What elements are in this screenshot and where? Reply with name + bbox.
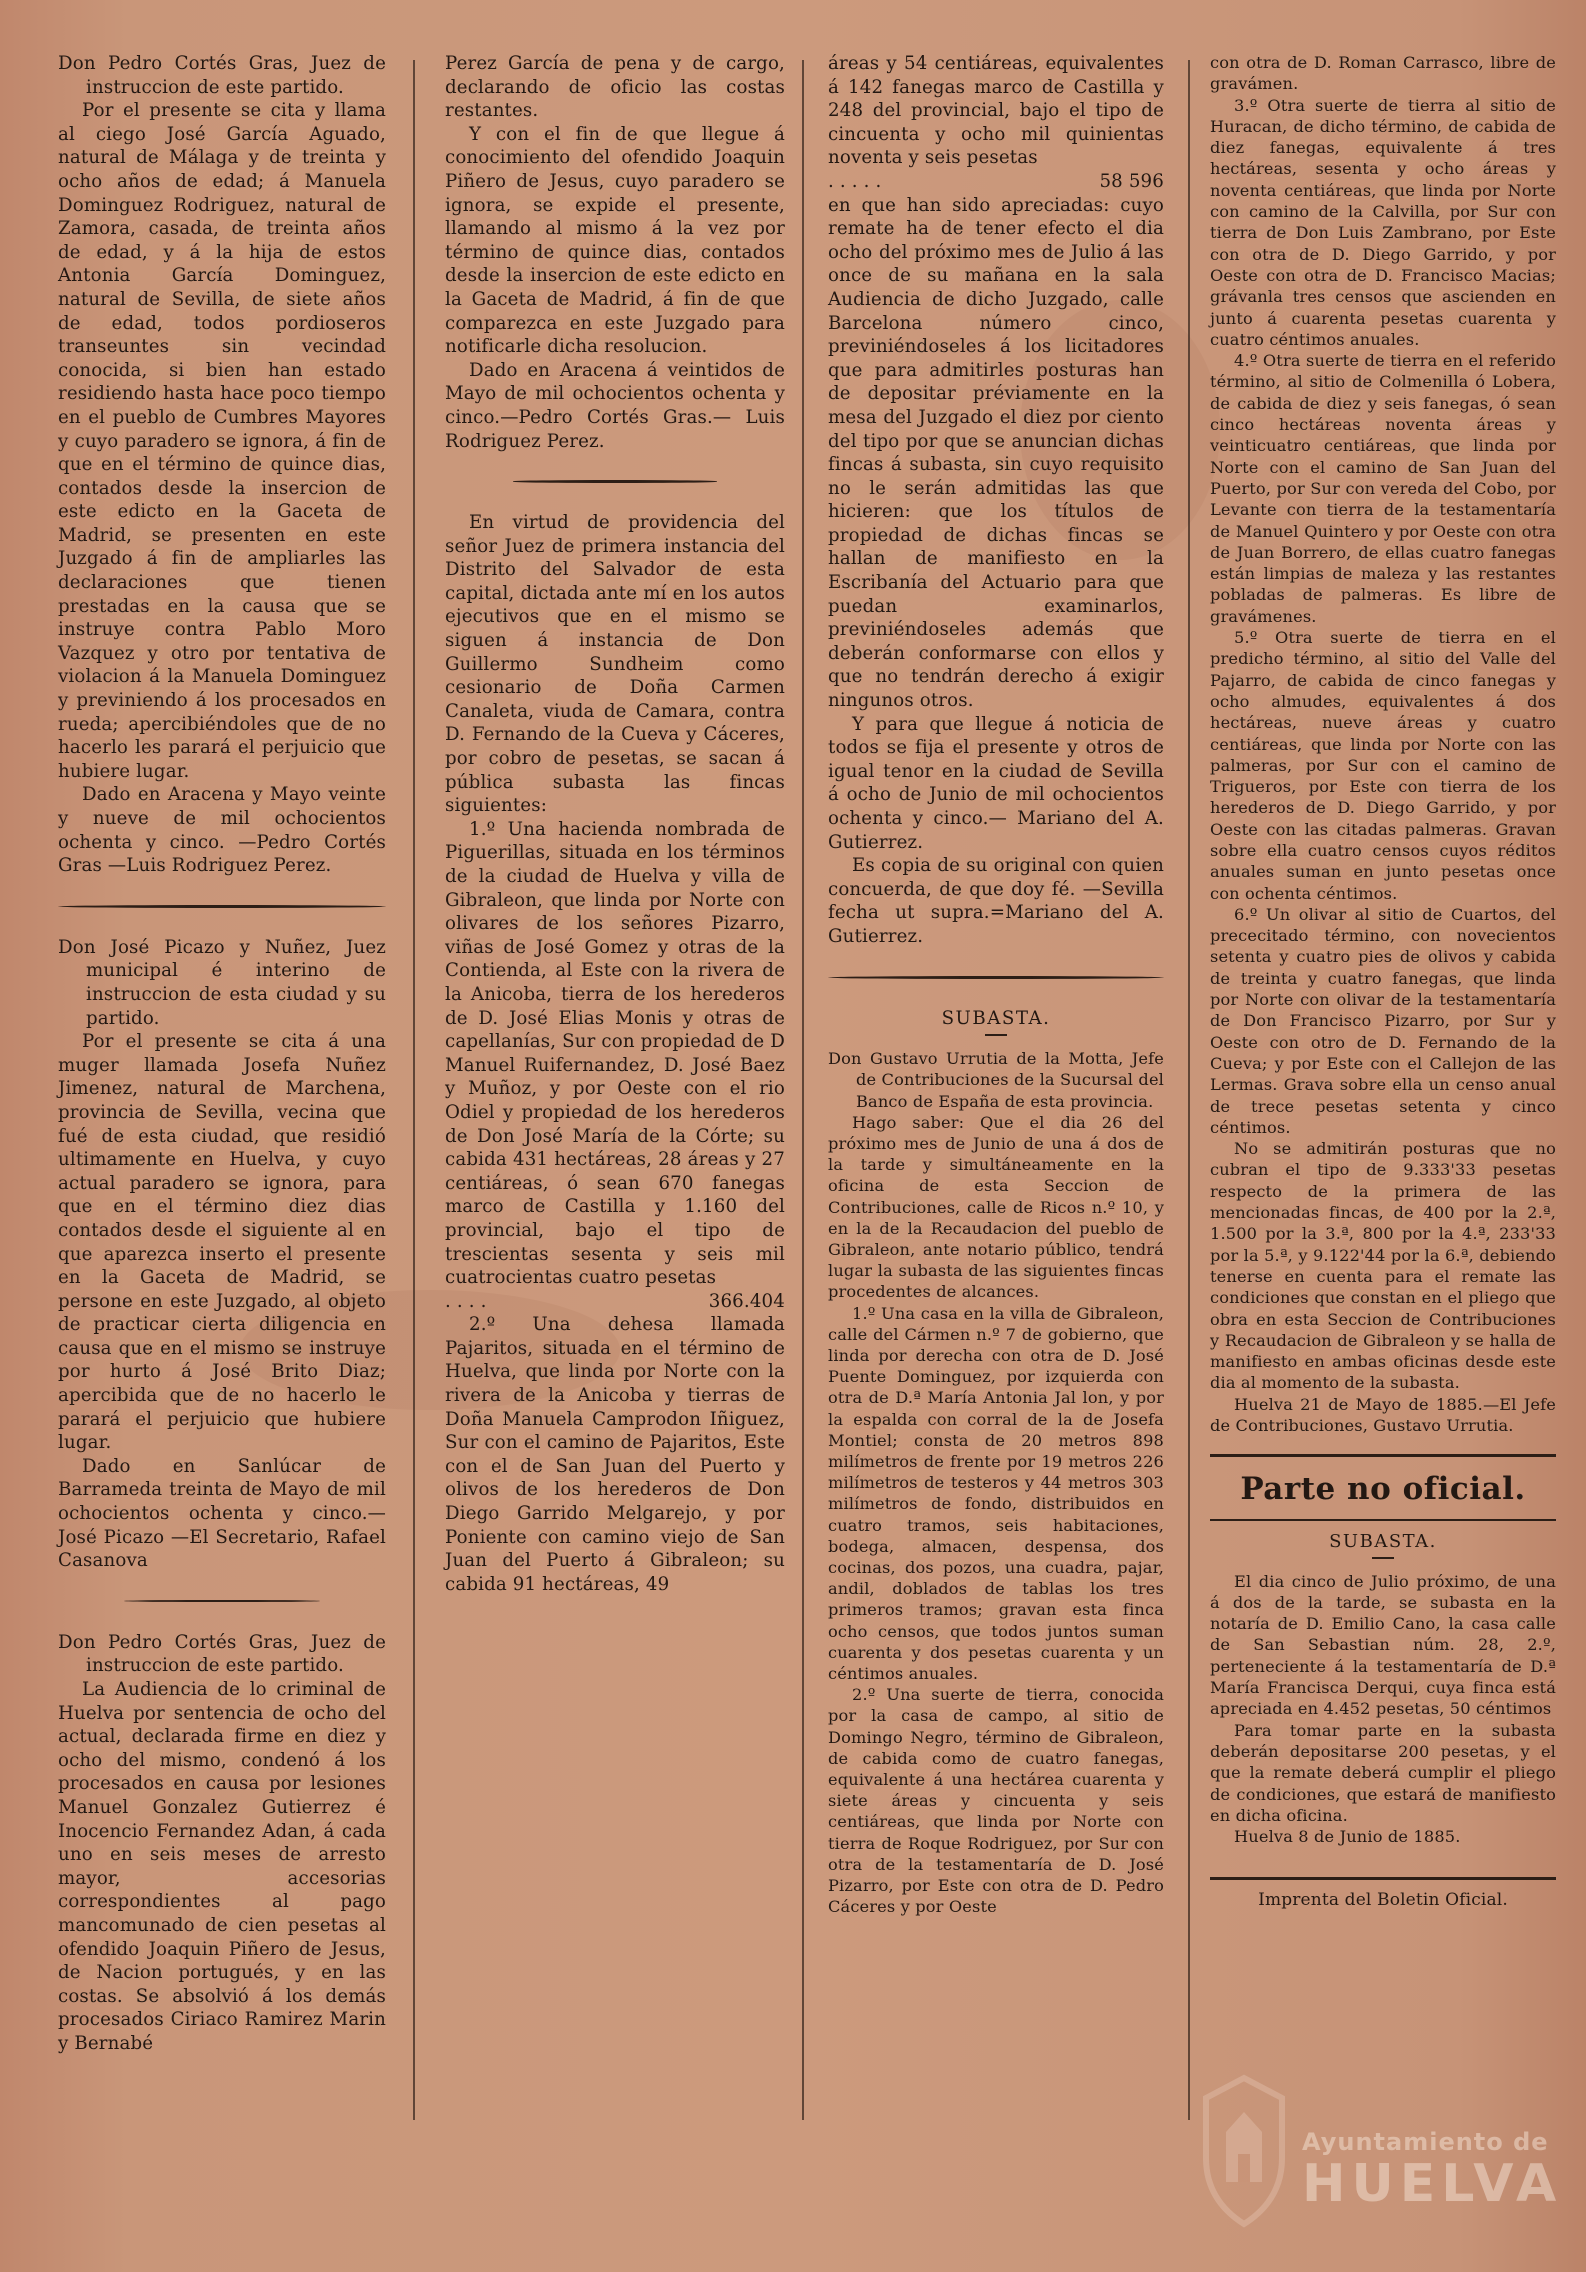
property-price: 366.404 — [708, 1290, 785, 1312]
property-price-row — [445, 1290, 785, 1314]
property-price: 58 596 — [1099, 170, 1164, 192]
edict-signature: Y para que llegue á noticia de todos se fija el presente y otros de igual tenor en la ciudad de Sevilla á ocho de Junio de mil ochocientos ochenta y cinco.— Mariano del A. Gutierrez. — [828, 713, 1164, 853]
auction-conditions: No se admitirán posturas que no cubran el tipo de 9.333'33 pesetas respecto de la primera de las mencionadas fincas, de 400 por la 2.ª, 1.500 por la 3.ª, 800 por la 4.ª, 233'33 por la 5.ª, y 9.122'44 por la 6.ª, debiendo tenerse en cuenta para el remate las condiciones que constan en el pliego que obra en esta Seccion de Contribuciones y Recaudacion de Gibraleon y se halla de manifiesto en ambas oficinas desde este dia al momento de la subasta. — [1210, 1139, 1556, 1393]
archive-watermark — [1302, 2128, 1563, 2214]
section-divider — [828, 971, 1164, 983]
edict-header: Don Pedro Cortés Gras, Juez de instruccion de este partido. — [58, 1631, 386, 1677]
section-divider — [58, 900, 386, 912]
section-divider — [1210, 1454, 1556, 1457]
property-description: 5.º Otra suerte de tierra en el predicho término, al sitio del Valle del Pajarro, de cabida de cinco fanegas y ocho almudes, equivalentes á dos hectáreas, nueve áreas y cuatro centiáreas, que linda por Norte con las palmeras, por Sur con el camino de Trigueros, por Este con tierra de los herederos de D. Diego Garrido, y por Oeste con las citadas palmeras. Gravan sobre ella cuatro censos cuyos réditos anuales suman en junto pesetas once con ochenta céntimos. — [1210, 628, 1556, 903]
parte-no-oficial-title: Parte no oficial. — [1240, 1470, 1526, 1507]
edict-signature: Dado en Sanlúcar de Barrameda treinta de Mayo de mil ochocientos ochenta y cinco.— José Picazo —El Secretario, Rafael Casanova — [58, 1455, 386, 1572]
auction-notice-body: El dia cinco de Julio próximo, de una á dos de la tarde, se subasta en la notaría de D. Emilio Cano, la casa calle de San Sebastian núm. 28, 2.º, perteneciente á la testamentaría de D.ª María Francisca Derqui, cuya finca está apreciada en 4.452 pesetas, 50 céntimos — [1210, 1571, 1556, 1719]
property-price-row — [828, 170, 1164, 194]
subasta-title: SUBASTA. — [1329, 1531, 1437, 1553]
property-description: 3.º Otra suerte de tierra al sitio de Huracan, de dicho término, de cabida de diez fanegas, equivalente á tres hectáreas, sesenta y ocho áreas y noventa centiáreas, que linda por Norte con camino de la Calvilla, por Sur con tierra de Don Luis Zambrano, por Este con otra de D. Diego Garrido, y por Oeste con otra de D. Francisco Macias; grávanla tres censos que ascienden en junto á cuarenta pesetas cuarenta y cuatro céntimos anuales. — [1210, 95, 1556, 349]
section-divider — [513, 475, 717, 487]
watermark-line: Ayuntamiento de — [1302, 2128, 1549, 2156]
watermark-line: HUELVA — [1302, 2154, 1563, 2214]
column-rule — [1188, 60, 1190, 2120]
edict-body: Por el presente se cita á una muger llamada Josefa Nuñez Jimenez, natural de Marchena, provincia de Sevilla, vecina que fué de esta ciudad, que residió ultimamente en Huelva, y cuyo actual paradero se ignora, para que en el término diez dias contados desde el siguiente al en que aparezca inserto el presente en la Gaceta de Madrid, se persone en este Juzgado, al objeto de practicar cierta diligencia en causa que en el mismo se instruye por hurto á José Brito Diaz; apercibida que de no hacerlo le parará el perjuicio que hubiere lugar. — [58, 1031, 386, 1454]
column-rule — [413, 60, 415, 2120]
edict-body: La Audiencia de lo criminal de Huelva por sentencia de ocho del actual, declarada firme en diez y ocho del mismo, condenó á los procesados en causa por lesiones Manuel Gonzalez Gutierrez é Inocencio Fernandez Adan, á cada uno en seis meses de arresto mayor, accesorias correspondientes al pago mancomunado de cien pesetas al ofendido Joaquin Piñero de Jesus, de Nacion portugués, y en las costas. Se absolvió á los demás procesados Ciriaco Ramirez Marin y Bernabé — [58, 1679, 386, 2054]
subasta-title: SUBASTA. — [941, 1007, 1051, 1029]
edict-signature: Dado en Aracena á veintidos de Mayo de mil ochocientos ochenta y cinco.—Pedro Cortés Gras.— Luis Rodriguez Perez. — [445, 359, 785, 452]
auction-notice-body: En virtud de providencia del señor Juez de primera instancia del Distrito del Salvador de esta capital, dictada ante mí en los autos ejecutivos que en el mismo se siguen á instancia de Don Guillermo Sundheim como cesionario de Doña Carmen Canaleta, viuda de Camara, contra D. Fernando de la Cueva y Cáceres, por cobro de pesetas, se sacan á pública subasta las fincas siguientes: — [445, 512, 785, 817]
property-description: 2.º Una suerte de tierra, conocida por la casa de campo, al sitio de Domingo Negro, término de Gibraleon, de cabida como de cuatro fanegas, equivalente á una hectárea cuarenta y siete áreas y cincuenta y seis centiáreas, que linda por Norte con tierra de Roque Rodriguez, por Sur con otra de la testamentaría de D. José Pizarro, por Este con otra de D. Pedro Cáceres y por Oeste — [828, 1685, 1164, 1917]
property-description: 1.º Una hacienda nombrada de Piguerillas, situada en los términos de la ciudad de Huelva y villa de Gibraleon, que linda por Norte con olivares de los señores Pizarro, viñas de José Gomez y otras de la Contienda, al Este con la rivera de la Anicoba, tierra de los herederos de D. José Elias Monis y otras de capellanías, Sur con propiedad de D Manuel Ruifernandez, D. José Baez y Muñoz, y por Oeste con el rio Odiel y propiedad de los herederos de Don José María de la Córte; su cabida 431 hectáreas, 28 áreas y 27 centiáreas, ó sean 670 fanegas marco de Castilla y 1.160 del provincial, bajo el tipo de trescientas sesenta y seis mil cuatrocientas cuatro pesetas — [445, 818, 785, 1289]
subasta-notice — [828, 1048, 1164, 1917]
property-description: áreas y 54 centiáreas, equivalentes á 142 fanegas marco de Castilla y 248 del provincial, bajo el tipo de cincuenta y ocho mil quinientas noventa y seis pesetas — [828, 53, 1164, 169]
title-dash — [1372, 1557, 1394, 1559]
column-rule — [802, 60, 804, 2120]
city-seal-icon — [1196, 2072, 1292, 2232]
edict-body: Y con el fin de que llegue á conocimiento del ofendido Joaquin Piñero de Jesus, cuyo paradero se ignora, se expide el presente, llamando al mismo á la vez por término de quince dias, contados desde la insercion de este edicto en la Gaceta de Madrid, á fin de que comparezca en este Juzgado para notificarle dicha resolucion. — [445, 123, 785, 358]
column-1 — [58, 52, 386, 2056]
column-4 — [1210, 52, 1556, 1911]
section-divider — [1210, 1519, 1556, 1522]
auction-conditions: en que han sido apreciadas: cuyo remate ha de tener efecto el dia ocho del próximo mes de Julio á las once de su mañana en la sala Audiencia de dicho Juzgado, calle Barcelona número cinco, previniéndoseles á los licitadores que para admitirles posturas han de depositar préviamente en la mesa del Juzgado el diez por ciento del tipo por que se anuncian dichas fincas á subasta, sin cuyo requisito no le serán admitidas las que hicieren: que los títulos de propiedad de dichas fincas se hallan de manifiesto en la Escribanía del Actuario para que puedan examinarlos, previniéndoseles además que deberán conformarse con ellos y que no tendrán derecho á exigir ningunos otros. — [828, 194, 1164, 712]
edict-header: Don Pedro Cortés Gras, Juez de instruccion de este partido. — [58, 53, 386, 98]
auction-conditions: Para tomar parte en la subasta deberán depositarse 200 pesetas, y el que la remate deberá cumplir el pliego de condiciones, que estará de manifiesto en dicha oficina. — [1210, 1720, 1556, 1825]
leader-dots: . . . . . — [828, 170, 882, 192]
edict-continuation: Perez García de pena y de cargo, declarando de oficio las costas restantes. — [445, 53, 785, 122]
edict-header: Don José Picazo y Nuñez, Juez municipal é interino de instruccion de esta ciudad y su partido. — [58, 936, 386, 1029]
printer-imprint: Imprenta del Boletin Oficial. — [1258, 1889, 1508, 1910]
property-description: 1.º Una casa en la villa de Gibraleon, calle del Cármen n.º 7 de gobierno, que linda por derecha con otra de D. José Puente Dominguez, por izquierda con otra de D.ª María Antonia Jal lon, y por la espalda con corral de la de Josefa Montiel; consta de 20 metros 898 milímetros de frente por 19 metros 226 milímetros de testeros y 44 metros 303 milímetros de fondo, distribuidos en cuatro tramos, seis habitaciones, bodega, almacen, despensa, dos cocinas, dos pozos, una cuadra, pajar, andil, doblados de tablas los tres primeros tramos; gravan esta finca ocho censos, que todos juntos suman cuarenta y dos pesetas cuarenta y un céntimos anuales. — [828, 1303, 1164, 1684]
property-description: con otra de D. Roman Carrasco, libre de gravámen. — [1210, 53, 1556, 94]
column-2 — [445, 52, 785, 1596]
notice-signature: Huelva 21 de Mayo de 1885.—El Jefe de Contribuciones, Gustavo Urrutia. — [1210, 1394, 1556, 1435]
copy-certification: Es copia de su original con quien concuerda, de que doy fé. —Sevilla fecha ut supra.=Mariano del A. Gutierrez. — [828, 855, 1164, 947]
property-description: 2.º Una dehesa llamada Pajaritos, situada en el término de Huelva, que linda por Norte con la rivera de la Anicoba y tierras de Doña Manuela Camprodon Iñiguez, Sur con el camino de Pajaritos, Este con el de San Juan del Puerto y olivos de los herederos de Don Diego Garrido Melgarejo, y por Poniente con camino viejo de San Juan del Puerto á Gibraleon; su cabida 91 hectáreas, 49 — [445, 1314, 785, 1595]
notice-intro: Hago saber: Que el dia 26 del próximo mes de Junio de una á dos de la tarde y simultáneamente en la oficina de esta Seccion de Contribuciones, calle de Ricos n.º 10, y en la de la Recaudacion del pueblo de Gibraleon, ante notario público, tendrá lugar la subasta de las siguientes fincas procedentes de alcances. — [828, 1112, 1164, 1302]
edict-body: Por el presente se cita y llama al ciego José García Aguado, natural de Málaga y de treinta y ocho años de edad; á Manuela Dominguez Rodriguez, natural de Zamora, casada, de treinta años de edad, y á la hija de estos Antonia García Dominguez, natural de Sevilla, de siete años de edad, todos pordioseros transeuntes sin vecindad conocida, si bien han estado residiendo hasta hace poco tiempo en el pueblo de Cumbres Mayores y cuyo paradero se ignora, á fin de que en el término de quince dias, contados desde la insercion de este edicto en la Gaceta de Madrid, se presenten en este Juzgado á fin de ampliarles las declaraciones que tienen prestadas en la causa que se instruye contra Pablo Moro Vazquez y otro por tentativa de violacion á la Manuela Dominguez y previniendo á los procesados en rueda; apercibiéndoles que de no hacerlo les parará el perjuicio que hubiere lugar. — [58, 100, 386, 782]
property-item — [445, 818, 785, 1313]
property-description: 4.º Otra suerte de tierra en el referido término, al sitio de Colmenilla ó Lobera, de cabida de diez y seis fanegas, ó sean cinco hectáreas noventa áreas y veinticuatro centiáreas, que linda por Norte con el camino de San Juan del Puerto, por Sur con vereda del Cobo, por Levante con tierra de la testamentaría de Manuel Quintero y por Oeste con otra de Juan Borrero, de ellas cuatro fanegas están limpias de maleza y las restantes pobladas de palmeras. Es libre de gravámenes. — [1210, 351, 1556, 626]
section-divider — [1210, 1877, 1556, 1880]
property-description: 6.º Un olivar al sitio de Cuartos, del prececitado término, con novecientos setenta y cuatro pies de olivos y cabida de treinta y cuatro fanegas, que linda por Norte con olivar de la testamentaría de Don Francisco Pizarro, por Sur y Oeste con otro de D. Fernando de la Cueva; y por Este con el Callejon de las Lermas. Grava sobre ella un censo anual de trece pesetas setenta y cinco céntimos. — [1210, 904, 1556, 1137]
title-dash — [985, 1034, 1007, 1036]
notice-date: Huelva 8 de Junio de 1885. — [1234, 1827, 1461, 1847]
edict-signature: Dado en Aracena y Mayo veinte y nueve de mil ochocientos ochenta y cinco. —Pedro Cortés Gras —Luis Rodriguez Perez. — [58, 784, 386, 877]
notice-header: Don Gustavo Urrutia de la Motta, Jefe de Contribuciones de la Sucursal del Banco de España de esta provincia. — [828, 1049, 1164, 1111]
section-divider — [124, 1595, 321, 1607]
leader-dots: . . . . — [445, 1290, 487, 1312]
column-3 — [828, 52, 1164, 1917]
